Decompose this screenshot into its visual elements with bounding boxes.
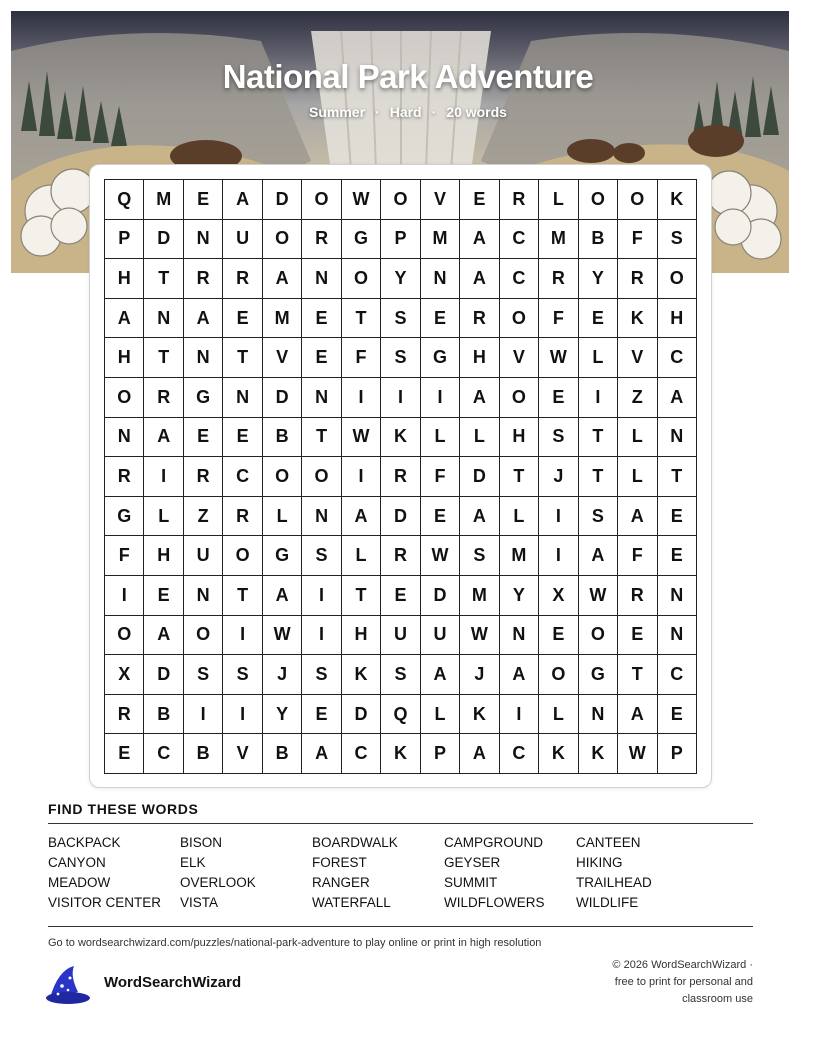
grid-cell[interactable]: N bbox=[184, 576, 223, 616]
grid-cell[interactable]: K bbox=[539, 734, 578, 774]
grid-cell[interactable]: I bbox=[302, 616, 341, 656]
word-item: CANYON bbox=[48, 855, 106, 870]
grid-cell[interactable]: T bbox=[579, 457, 618, 497]
grid-cell[interactable]: N bbox=[302, 497, 341, 537]
grid-cell[interactable]: I bbox=[105, 576, 144, 616]
grid-cell[interactable]: U bbox=[381, 616, 420, 656]
grid-cell[interactable]: B bbox=[184, 734, 223, 774]
grid-cell[interactable]: B bbox=[144, 695, 183, 735]
grid-cell[interactable]: R bbox=[105, 457, 144, 497]
grid-cell[interactable]: F bbox=[342, 338, 381, 378]
word-item: BACKPACK bbox=[48, 835, 121, 850]
grid-cell[interactable]: D bbox=[421, 576, 460, 616]
grid-cell[interactable]: L bbox=[539, 180, 578, 220]
grid-cell[interactable]: F bbox=[539, 299, 578, 339]
grid-cell[interactable]: D bbox=[381, 497, 420, 537]
grid-cell[interactable]: O bbox=[500, 378, 539, 418]
divider bbox=[48, 926, 753, 927]
grid-cell[interactable]: H bbox=[500, 418, 539, 458]
copyright-line: © 2026 WordSearchWizard · bbox=[612, 959, 753, 971]
word-item: VISTA bbox=[180, 895, 219, 910]
grid-cell[interactable]: Y bbox=[263, 695, 302, 735]
grid-cell[interactable]: L bbox=[579, 338, 618, 378]
grid-cell[interactable]: V bbox=[263, 338, 302, 378]
grid-cell[interactable]: I bbox=[381, 378, 420, 418]
grid-cell[interactable]: E bbox=[105, 734, 144, 774]
grid-cell[interactable]: N bbox=[184, 220, 223, 260]
grid-cell[interactable]: I bbox=[302, 576, 341, 616]
grid-cell[interactable]: W bbox=[342, 180, 381, 220]
grid-cell[interactable]: E bbox=[460, 180, 499, 220]
grid-cell[interactable]: I bbox=[539, 536, 578, 576]
grid-cell[interactable]: O bbox=[658, 259, 697, 299]
copyright-notice bbox=[553, 957, 753, 1008]
grid-cell[interactable]: N bbox=[302, 259, 341, 299]
grid-cell[interactable]: D bbox=[342, 695, 381, 735]
grid-cell[interactable]: B bbox=[263, 734, 302, 774]
grid-cell[interactable]: G bbox=[421, 338, 460, 378]
grid-cell[interactable]: C bbox=[500, 734, 539, 774]
grid-cell[interactable]: P bbox=[381, 220, 420, 260]
grid-cell[interactable]: R bbox=[105, 695, 144, 735]
grid-cell[interactable]: I bbox=[579, 378, 618, 418]
grid-cell[interactable]: E bbox=[658, 695, 697, 735]
grid-cell[interactable]: Z bbox=[184, 497, 223, 537]
grid-cell[interactable]: E bbox=[579, 299, 618, 339]
grid-cell[interactable]: R bbox=[302, 220, 341, 260]
grid-cell[interactable]: K bbox=[342, 655, 381, 695]
word-item: WATERFALL bbox=[312, 895, 391, 910]
word-item: BOARDWALK bbox=[312, 835, 398, 850]
grid-cell[interactable]: N bbox=[658, 616, 697, 656]
grid-cell[interactable]: E bbox=[658, 536, 697, 576]
puzzle-meta bbox=[0, 104, 816, 120]
grid-cell[interactable]: A bbox=[421, 655, 460, 695]
grid-cell[interactable]: N bbox=[302, 378, 341, 418]
grid-cell[interactable]: B bbox=[263, 418, 302, 458]
grid-cell[interactable]: A bbox=[144, 418, 183, 458]
word-item: WILDFLOWERS bbox=[444, 895, 545, 910]
grid-cell[interactable]: L bbox=[421, 418, 460, 458]
word-item: RANGER bbox=[312, 875, 370, 890]
grid-cell[interactable]: A bbox=[302, 734, 341, 774]
grid-cell[interactable]: U bbox=[421, 616, 460, 656]
grid-cell[interactable]: W bbox=[460, 616, 499, 656]
word-item: GEYSER bbox=[444, 855, 501, 870]
grid-cell[interactable]: R bbox=[381, 457, 420, 497]
grid-cell[interactable]: E bbox=[302, 695, 341, 735]
grid-cell[interactable]: A bbox=[263, 259, 302, 299]
grid-cell[interactable]: C bbox=[500, 259, 539, 299]
grid-cell[interactable]: H bbox=[144, 536, 183, 576]
grid-cell[interactable]: L bbox=[618, 457, 657, 497]
grid-cell[interactable]: W bbox=[342, 418, 381, 458]
grid-cell[interactable]: P bbox=[105, 220, 144, 260]
grid-cell[interactable]: S bbox=[302, 536, 341, 576]
grid-cell[interactable]: L bbox=[618, 418, 657, 458]
grid-cell[interactable]: A bbox=[579, 536, 618, 576]
word-item: ELK bbox=[180, 855, 206, 870]
copyright-line: classroom use bbox=[682, 993, 753, 1005]
grid-cell[interactable]: J bbox=[263, 655, 302, 695]
grid-cell[interactable]: S bbox=[223, 655, 262, 695]
grid-cell[interactable]: A bbox=[618, 497, 657, 537]
grid-cell[interactable]: O bbox=[263, 457, 302, 497]
grid-cell[interactable]: L bbox=[500, 497, 539, 537]
grid-cell[interactable]: R bbox=[223, 497, 262, 537]
grid-cell[interactable]: P bbox=[658, 734, 697, 774]
grid-cell[interactable]: O bbox=[618, 180, 657, 220]
grid-cell[interactable]: K bbox=[460, 695, 499, 735]
grid-cell[interactable]: U bbox=[184, 536, 223, 576]
grid-cell[interactable]: R bbox=[184, 259, 223, 299]
grid-cell[interactable]: O bbox=[263, 220, 302, 260]
grid-cell[interactable]: O bbox=[105, 616, 144, 656]
grid-cell[interactable]: W bbox=[618, 734, 657, 774]
grid-cell[interactable]: O bbox=[539, 655, 578, 695]
grid-cell[interactable]: E bbox=[302, 338, 341, 378]
grid-cell[interactable]: S bbox=[579, 497, 618, 537]
grid-cell[interactable]: G bbox=[579, 655, 618, 695]
word-item: CANTEEN bbox=[576, 835, 641, 850]
grid-cell[interactable]: T bbox=[658, 457, 697, 497]
grid-cell[interactable]: F bbox=[618, 220, 657, 260]
grid-cell[interactable]: T bbox=[342, 299, 381, 339]
grid-cell[interactable]: F bbox=[105, 536, 144, 576]
grid-cell[interactable]: R bbox=[618, 259, 657, 299]
grid-cell[interactable]: S bbox=[539, 418, 578, 458]
grid-cell[interactable]: M bbox=[539, 220, 578, 260]
grid-cell[interactable]: D bbox=[460, 457, 499, 497]
grid-cell[interactable]: C bbox=[144, 734, 183, 774]
grid-cell[interactable]: L bbox=[460, 418, 499, 458]
grid-cell[interactable]: G bbox=[342, 220, 381, 260]
grid-cell[interactable]: I bbox=[223, 616, 262, 656]
grid-cell[interactable]: P bbox=[421, 734, 460, 774]
grid-cell[interactable]: S bbox=[302, 655, 341, 695]
grid-cell[interactable]: O bbox=[105, 378, 144, 418]
grid-cell[interactable]: X bbox=[105, 655, 144, 695]
grid-cell[interactable]: J bbox=[539, 457, 578, 497]
grid-cell[interactable]: R bbox=[223, 259, 262, 299]
grid-cell[interactable]: R bbox=[184, 457, 223, 497]
grid-cell[interactable]: V bbox=[223, 734, 262, 774]
grid-cell[interactable]: O bbox=[579, 180, 618, 220]
copyright-line: free to print for personal and bbox=[614, 976, 753, 988]
grid-cell[interactable]: M bbox=[144, 180, 183, 220]
grid-cell[interactable]: E bbox=[381, 576, 420, 616]
grid-cell[interactable]: X bbox=[539, 576, 578, 616]
wizard-hat-icon bbox=[44, 962, 94, 1006]
word-item: FOREST bbox=[312, 855, 367, 870]
grid-cell[interactable]: I bbox=[539, 497, 578, 537]
grid-cell[interactable]: A bbox=[223, 180, 262, 220]
grid-cell[interactable]: M bbox=[460, 576, 499, 616]
grid-cell[interactable]: H bbox=[460, 338, 499, 378]
grid-cell[interactable]: O bbox=[184, 616, 223, 656]
grid-cell[interactable]: E bbox=[421, 299, 460, 339]
grid-cell[interactable]: F bbox=[618, 536, 657, 576]
word-item: CAMPGROUND bbox=[444, 835, 544, 850]
grid-cell[interactable]: A bbox=[105, 299, 144, 339]
grid-cell[interactable]: W bbox=[421, 536, 460, 576]
grid-cell[interactable]: S bbox=[460, 536, 499, 576]
grid-cell[interactable]: R bbox=[500, 180, 539, 220]
grid-cell[interactable]: T bbox=[302, 418, 341, 458]
grid-cell[interactable]: S bbox=[658, 220, 697, 260]
grid-cell[interactable]: K bbox=[579, 734, 618, 774]
grid-cell[interactable]: W bbox=[539, 338, 578, 378]
grid-cell[interactable]: B bbox=[579, 220, 618, 260]
word-item: OVERLOOK bbox=[180, 875, 256, 890]
grid-cell[interactable]: E bbox=[421, 497, 460, 537]
grid-cell[interactable]: E bbox=[539, 616, 578, 656]
word-item: MEADOW bbox=[48, 875, 111, 890]
grid-cell[interactable]: E bbox=[184, 180, 223, 220]
grid-cell[interactable]: A bbox=[500, 655, 539, 695]
grid-cell[interactable]: R bbox=[381, 536, 420, 576]
grid-cell[interactable]: E bbox=[223, 418, 262, 458]
grid-cell[interactable]: O bbox=[223, 536, 262, 576]
grid-cell[interactable]: G bbox=[263, 536, 302, 576]
grid-cell[interactable]: L bbox=[421, 695, 460, 735]
grid-cell[interactable]: C bbox=[658, 338, 697, 378]
grid-cell[interactable]: S bbox=[184, 655, 223, 695]
word-item: VISITOR CENTER bbox=[48, 895, 162, 910]
grid-cell[interactable]: Y bbox=[500, 576, 539, 616]
grid-cell[interactable]: W bbox=[579, 576, 618, 616]
grid-cell[interactable]: E bbox=[539, 378, 578, 418]
grid-cell[interactable]: T bbox=[223, 338, 262, 378]
grid-cell[interactable]: I bbox=[421, 378, 460, 418]
grid-cell[interactable]: R bbox=[539, 259, 578, 299]
grid-cell[interactable]: A bbox=[144, 616, 183, 656]
grid-cell[interactable]: U bbox=[223, 220, 262, 260]
grid-cell[interactable]: G bbox=[105, 497, 144, 537]
grid-cell[interactable]: O bbox=[579, 616, 618, 656]
grid-cell[interactable]: T bbox=[342, 576, 381, 616]
grid-cell[interactable]: D bbox=[144, 655, 183, 695]
grid-cell[interactable]: D bbox=[144, 220, 183, 260]
grid-cell[interactable]: E bbox=[144, 576, 183, 616]
grid-cell[interactable]: I bbox=[144, 457, 183, 497]
meta-separator: · bbox=[375, 104, 380, 120]
grid-cell[interactable]: J bbox=[460, 655, 499, 695]
grid-cell[interactable]: L bbox=[539, 695, 578, 735]
grid-cell[interactable]: C bbox=[500, 220, 539, 260]
grid-cell[interactable]: N bbox=[658, 576, 697, 616]
grid-cell[interactable]: A bbox=[460, 734, 499, 774]
grid-cell[interactable]: E bbox=[223, 299, 262, 339]
grid-cell[interactable]: K bbox=[381, 418, 420, 458]
grid-cell[interactable]: A bbox=[263, 576, 302, 616]
grid-cell[interactable]: I bbox=[500, 695, 539, 735]
grid-cell[interactable]: S bbox=[381, 655, 420, 695]
word-list bbox=[48, 833, 753, 913]
grid-cell[interactable]: O bbox=[500, 299, 539, 339]
grid-cell[interactable]: T bbox=[579, 418, 618, 458]
grid-cell[interactable]: I bbox=[184, 695, 223, 735]
grid-cell[interactable]: L bbox=[342, 536, 381, 576]
grid-cell[interactable]: T bbox=[144, 338, 183, 378]
grid-cell[interactable]: N bbox=[579, 695, 618, 735]
grid-cell[interactable]: A bbox=[618, 695, 657, 735]
grid-cell[interactable]: K bbox=[381, 734, 420, 774]
grid-cell[interactable]: R bbox=[618, 576, 657, 616]
grid-cell[interactable]: N bbox=[421, 259, 460, 299]
grid-cell[interactable]: F bbox=[421, 457, 460, 497]
grid-cell[interactable]: W bbox=[263, 616, 302, 656]
season-label: Summer bbox=[309, 104, 366, 120]
grid-cell[interactable]: H bbox=[658, 299, 697, 339]
grid-cell[interactable]: N bbox=[144, 299, 183, 339]
word-list-heading: FIND THESE WORDS bbox=[48, 801, 199, 817]
grid-cell[interactable]: E bbox=[618, 616, 657, 656]
grid-cell[interactable]: M bbox=[263, 299, 302, 339]
grid-cell[interactable]: Y bbox=[579, 259, 618, 299]
brand-name: WordSearchWizard bbox=[104, 974, 242, 991]
grid-cell[interactable]: K bbox=[658, 180, 697, 220]
grid-cell[interactable]: H bbox=[105, 259, 144, 299]
letter-grid bbox=[104, 179, 697, 774]
grid-cell[interactable]: R bbox=[460, 299, 499, 339]
grid-cell[interactable]: N bbox=[105, 418, 144, 458]
grid-cell[interactable]: A bbox=[460, 497, 499, 537]
word-item: SUMMIT bbox=[444, 875, 498, 890]
footer-note: Go to wordsearchwizard.com/puzzles/national-park-adventure to play online or print in high resolution bbox=[48, 937, 542, 949]
grid-cell[interactable]: I bbox=[223, 695, 262, 735]
grid-cell[interactable]: A bbox=[342, 497, 381, 537]
grid-cell[interactable]: Y bbox=[381, 259, 420, 299]
grid-cell[interactable]: L bbox=[144, 497, 183, 537]
grid-cell[interactable]: C bbox=[223, 457, 262, 497]
grid-cell[interactable]: E bbox=[302, 299, 341, 339]
grid-cell[interactable]: I bbox=[342, 457, 381, 497]
grid-cell[interactable]: N bbox=[500, 616, 539, 656]
grid-cell[interactable]: N bbox=[223, 378, 262, 418]
grid-cell[interactable]: V bbox=[500, 338, 539, 378]
word-item: BISON bbox=[180, 835, 223, 850]
grid-cell[interactable]: O bbox=[342, 259, 381, 299]
grid-cell[interactable]: V bbox=[421, 180, 460, 220]
word-count-label: 20 words bbox=[446, 104, 507, 120]
grid-cell[interactable]: T bbox=[144, 259, 183, 299]
grid-cell[interactable]: S bbox=[381, 299, 420, 339]
page-title: National Park Adventure bbox=[222, 58, 594, 95]
grid-cell[interactable]: Q bbox=[381, 695, 420, 735]
grid-cell[interactable]: O bbox=[302, 180, 341, 220]
grid-cell[interactable]: T bbox=[618, 655, 657, 695]
grid-cell[interactable]: T bbox=[500, 457, 539, 497]
grid-cell[interactable]: I bbox=[342, 378, 381, 418]
grid-cell[interactable]: V bbox=[618, 338, 657, 378]
grid-cell[interactable]: M bbox=[421, 220, 460, 260]
grid-cell[interactable]: T bbox=[223, 576, 262, 616]
grid-cell[interactable]: Q bbox=[105, 180, 144, 220]
grid-cell[interactable]: D bbox=[263, 180, 302, 220]
grid-cell[interactable]: E bbox=[658, 497, 697, 537]
grid-cell[interactable]: C bbox=[342, 734, 381, 774]
grid-cell[interactable]: D bbox=[263, 378, 302, 418]
grid-cell[interactable]: G bbox=[184, 378, 223, 418]
word-item: HIKING bbox=[576, 855, 623, 870]
grid-cell[interactable]: O bbox=[381, 180, 420, 220]
grid-cell[interactable]: E bbox=[184, 418, 223, 458]
grid-cell[interactable]: S bbox=[381, 338, 420, 378]
grid-cell[interactable]: N bbox=[184, 338, 223, 378]
grid-cell[interactable]: A bbox=[658, 378, 697, 418]
grid-cell[interactable]: Z bbox=[618, 378, 657, 418]
grid-cell[interactable]: H bbox=[105, 338, 144, 378]
grid-cell[interactable]: K bbox=[618, 299, 657, 339]
grid-cell[interactable]: M bbox=[500, 536, 539, 576]
divider bbox=[48, 823, 753, 824]
grid-cell[interactable]: A bbox=[184, 299, 223, 339]
grid-cell[interactable]: A bbox=[460, 259, 499, 299]
grid-cell[interactable]: A bbox=[460, 220, 499, 260]
grid-cell[interactable]: R bbox=[144, 378, 183, 418]
grid-cell[interactable]: H bbox=[342, 616, 381, 656]
word-item: TRAILHEAD bbox=[576, 875, 652, 890]
grid-cell[interactable]: O bbox=[302, 457, 341, 497]
grid-cell[interactable]: A bbox=[460, 378, 499, 418]
meta-separator: · bbox=[431, 104, 437, 120]
difficulty-label: Hard bbox=[389, 104, 422, 120]
word-item: WILDLIFE bbox=[576, 895, 639, 910]
grid-cell[interactable]: C bbox=[658, 655, 697, 695]
grid-cell[interactable]: L bbox=[263, 497, 302, 537]
grid-cell[interactable]: N bbox=[658, 418, 697, 458]
